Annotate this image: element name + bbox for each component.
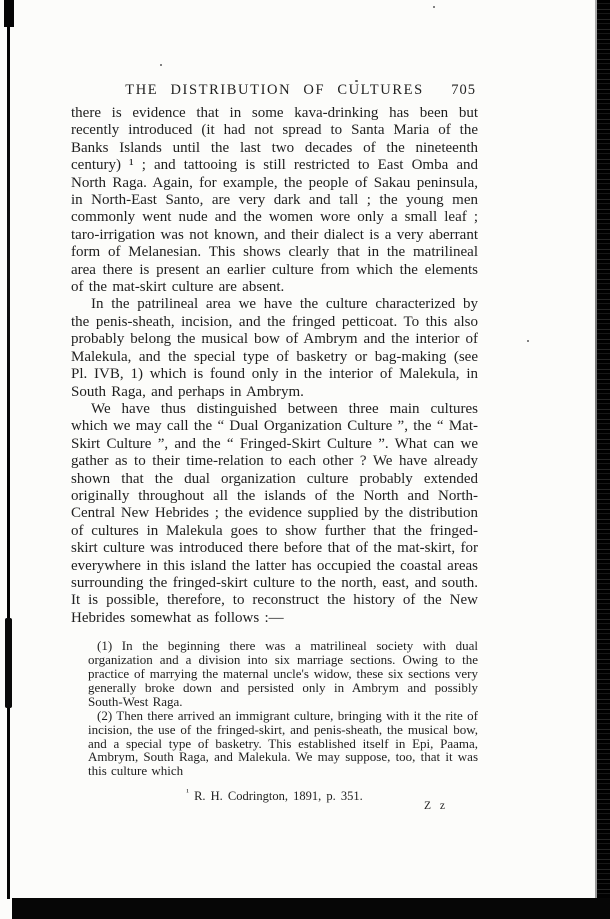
page-title: THE DISTRIBUTION OF CULTURES [125, 82, 424, 98]
scan-speck [527, 340, 529, 342]
binding-shadow-artifact [7, 0, 10, 899]
footnote-marker: ¹ [186, 787, 189, 798]
printer-signature-mark: Z z [424, 800, 449, 812]
paragraph-kava-drinking: there is evidence that in some kava-drinking has been but recently introduced (it had not spread to Santa Maria of the Banks Islands until the last two decades of the nineteenth century) ¹ ; and tattooing is still restricted to East Omba and North Raga. Again, for example, the people of Sakau peninsula, in North-East Santo, are very dark and tall ; the young men commonly went nude and the women wore only a small leaf ; taro-irrigation was not known, and their dialect is a very aberrant form of Melanesian. This shows clearly that in the matrilineal area there is present an earlier culture from which the elements of the mat-skirt culture are absent. [71, 105, 478, 296]
scan-speck [433, 6, 435, 8]
numbered-item-1: (1) In the beginning there was a matrilineal society with dual organization and a division into six marriage sections. Owing to the practice of marrying the maternal uncle's widow, these six sections very generally broke down and persisted only in Ambrym and possibly South-West Raga. [88, 638, 478, 709]
running-header [71, 82, 478, 97]
bottom-scan-edge-artifact [12, 898, 610, 919]
binding-shadow-thick-artifact [5, 618, 12, 708]
binding-shadow-top-artifact [4, 0, 14, 27]
paragraph-patrilineal-area: In the patrilineal area we have the culture characterized by the penis-sheath, incision, and the fringed petticoat. To this also probably belong the musical bow of Ambrym and the interior of Malekula, and the special type of basketry or bag-making (see Pl. IVB, 1) which is found only in the interior of Malekula, in South Raga, and perhaps in Ambrym. [71, 296, 478, 400]
right-scan-edge-artifact [597, 0, 610, 919]
paragraph-three-cultures: We have thus distinguished between three main cultures which we may call the “ Dual Organization Culture ”, the “ Mat-Skirt Culture ”, and the “ Fringed-Skirt Culture ”. What can we gather as to their time-relation to each other ? We have already shown that the dual organization culture probably extended originally throughout all the islands of the North and North-Central New Hebrides ; the evidence supplied by the distribution of cultures in Malekula goes to show further that the fringed-skirt culture was introduced there before that of the mat-skirt, for everywhere in this island the latter has occupied the coastal areas surrounding the fringed-skirt culture to the north, east, and south. It is possible, therefore, to reconstruct the history of the New Hebrides somewhat as follows :— [71, 400, 478, 626]
footnote [71, 787, 478, 804]
page-number: 705 [451, 82, 476, 98]
scan-speck [160, 64, 162, 66]
numbered-item-2: (2) Then there arrived an immigrant culture, bringing with it the rite of incision, the use of the fringed-skirt, and penis-sheath, the musical bow, and a special type of basketry. This established itself in Epi, Paama, Ambrym, South Raga, and Malekula. We may suppose, too, that it was this culture which [88, 707, 478, 779]
footnote-text: R. H. Codrington, 1891, p. 351. [194, 789, 363, 804]
text-column [71, 82, 478, 804]
